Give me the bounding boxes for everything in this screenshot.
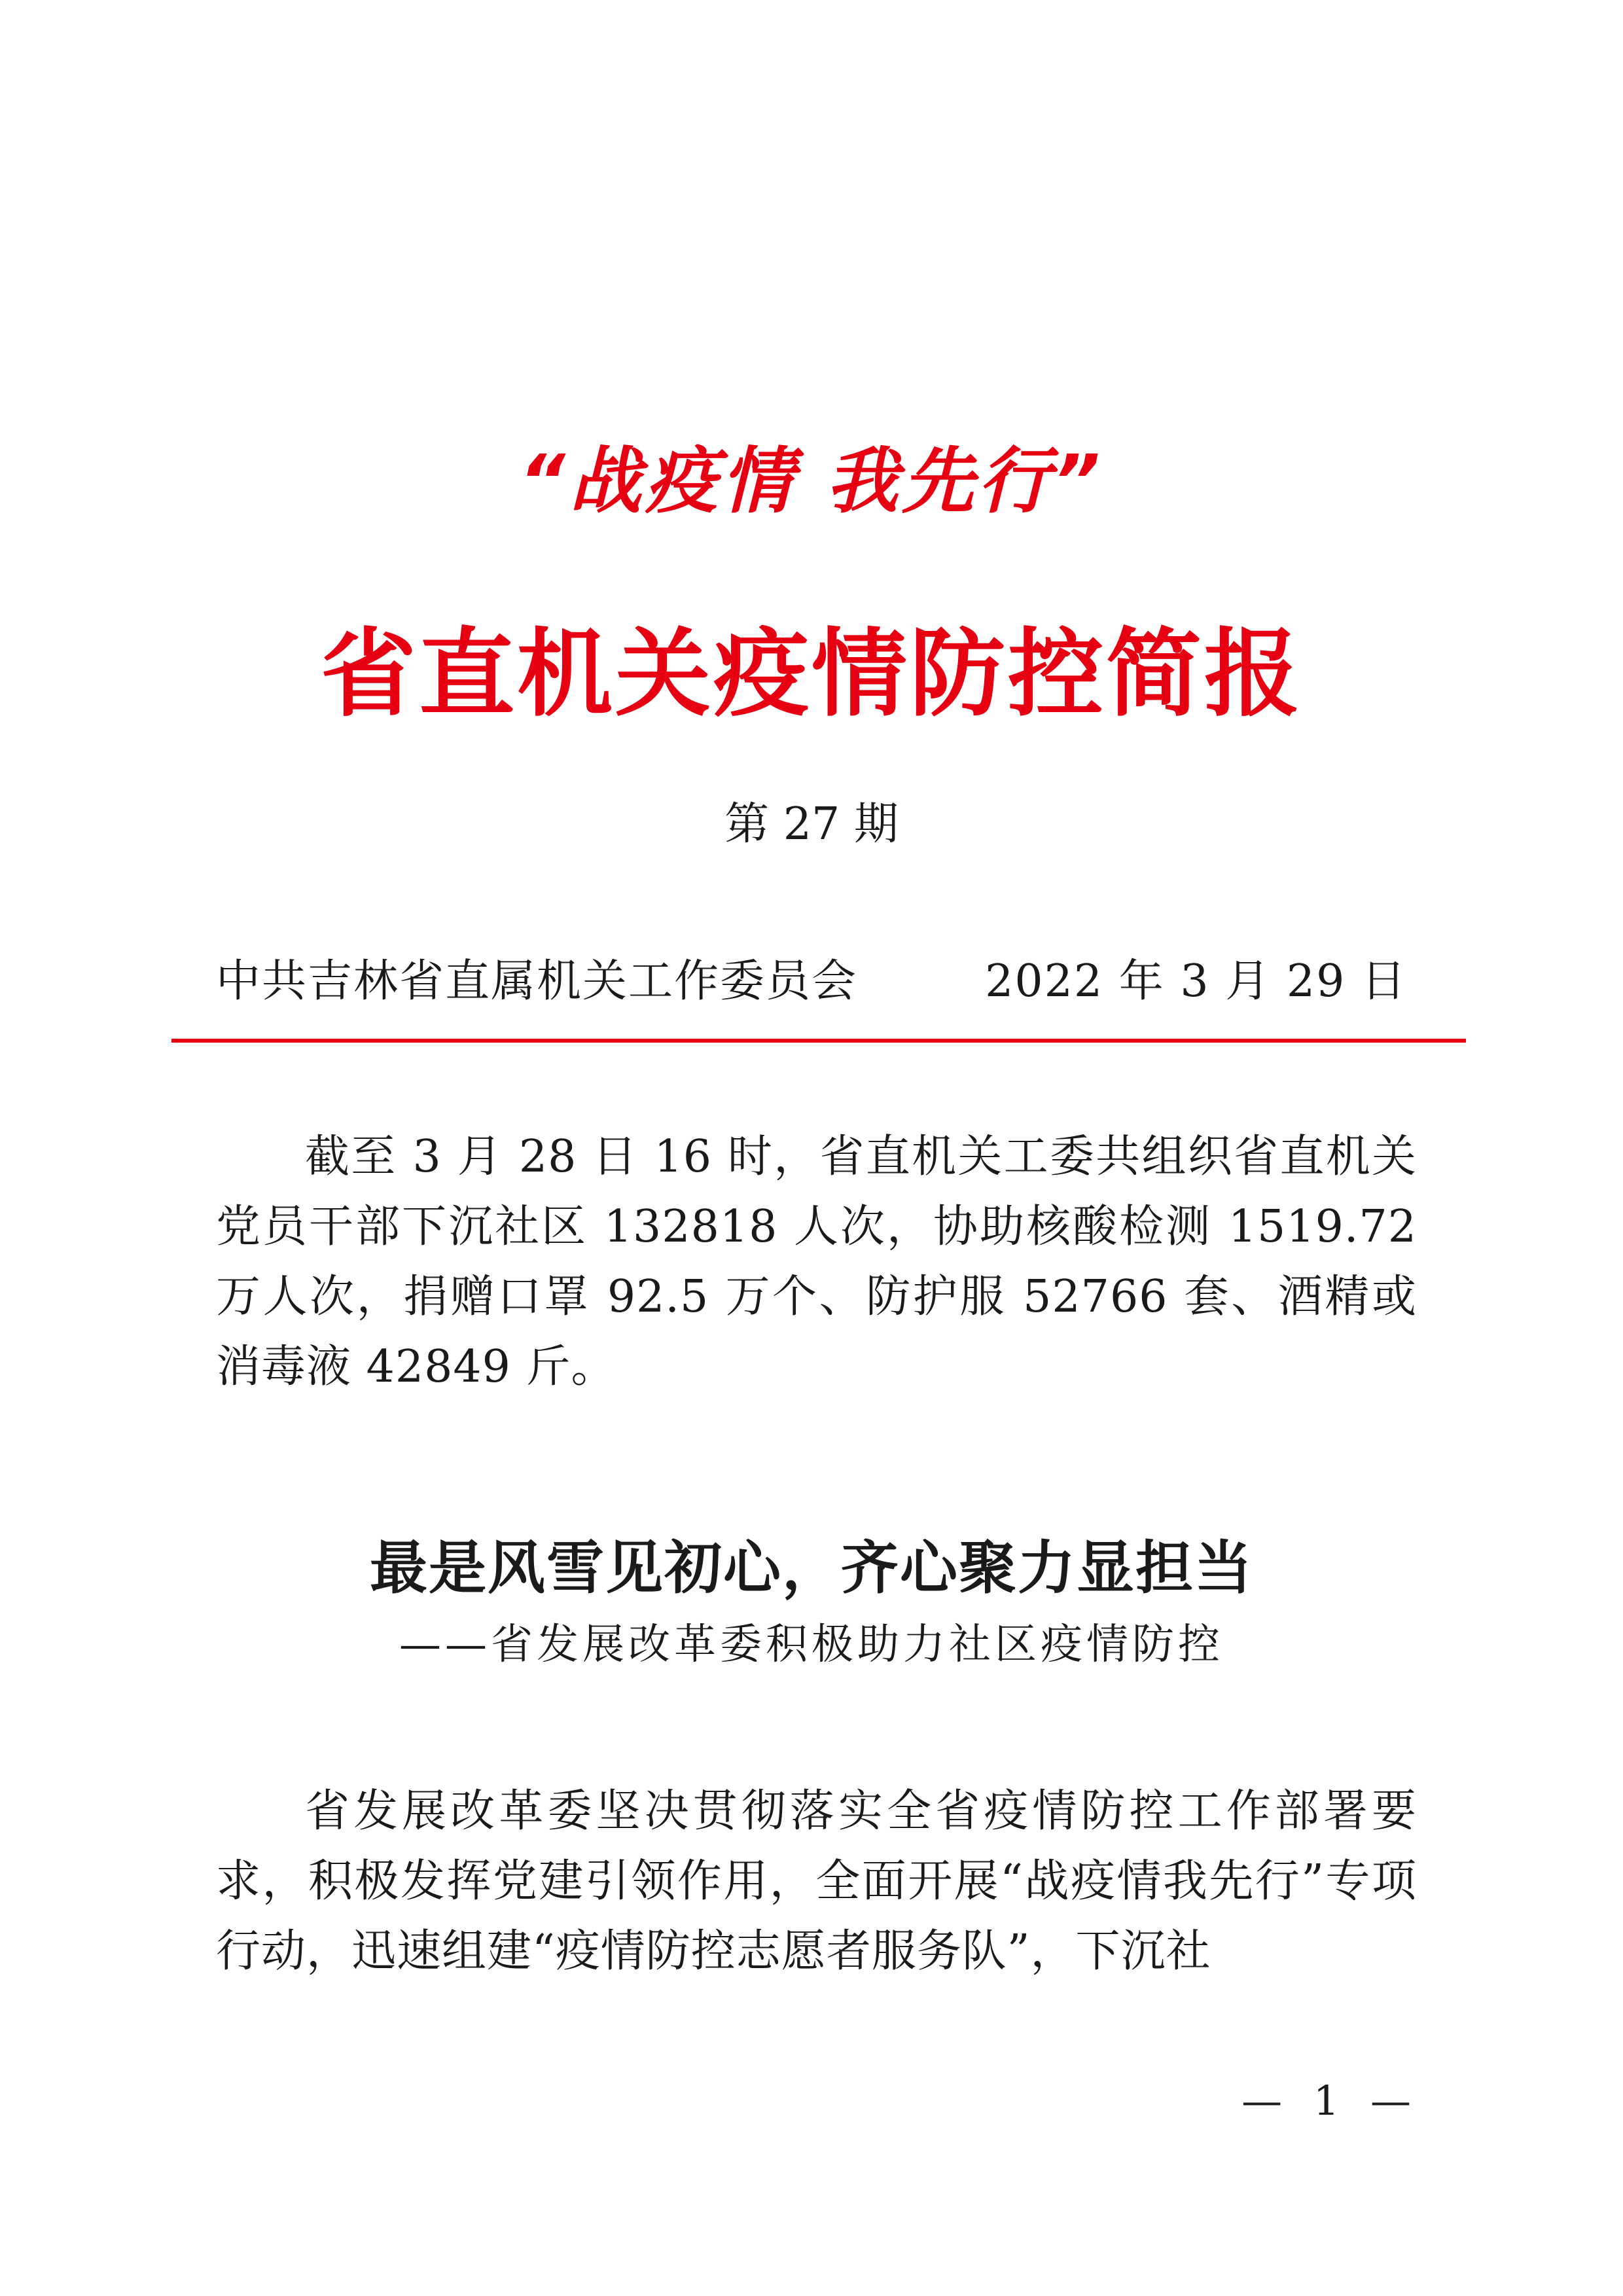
header-divider <box>171 1039 1466 1043</box>
issue-date: 2022 年 3 月 29 日 <box>985 956 1407 1007</box>
article-body-paragraph: 省发展改革委坚决贯彻落实全省疫情防控工作部署要求，积极发挥党建引领作用，全面开展“战疫情我先行”专项行动，迅速组建“疫情防控志愿者服务队”，下沉社 <box>216 1785 1417 1977</box>
article-title: 最是风雪见初心，齐心聚力显担当 <box>369 1534 1253 1602</box>
article-subtitle: ——省发展改革委积极助力社区疫情防控 <box>399 1621 1224 1669</box>
summary-paragraph: 截至 3 月 28 日 16 时，省直机关工委共组织省直机关党员干部下沉社区 132818 人次，协助核酸检测 1519.72 万人次，捐赠口罩 92.5 万个、防护服 52766 套、酒精或消毒液 42849 斤。 <box>216 1131 1417 1393</box>
issue-number: 第 27 期 <box>724 798 899 850</box>
slogan-heading: “战疫情 我先行” <box>519 439 1104 523</box>
masthead-title: 省直机关疫情防控简报 <box>321 619 1302 730</box>
page-number: — 1 — <box>1241 2077 1420 2125</box>
issuing-organization: 中共吉林省直属机关工作委员会 <box>216 956 858 1007</box>
